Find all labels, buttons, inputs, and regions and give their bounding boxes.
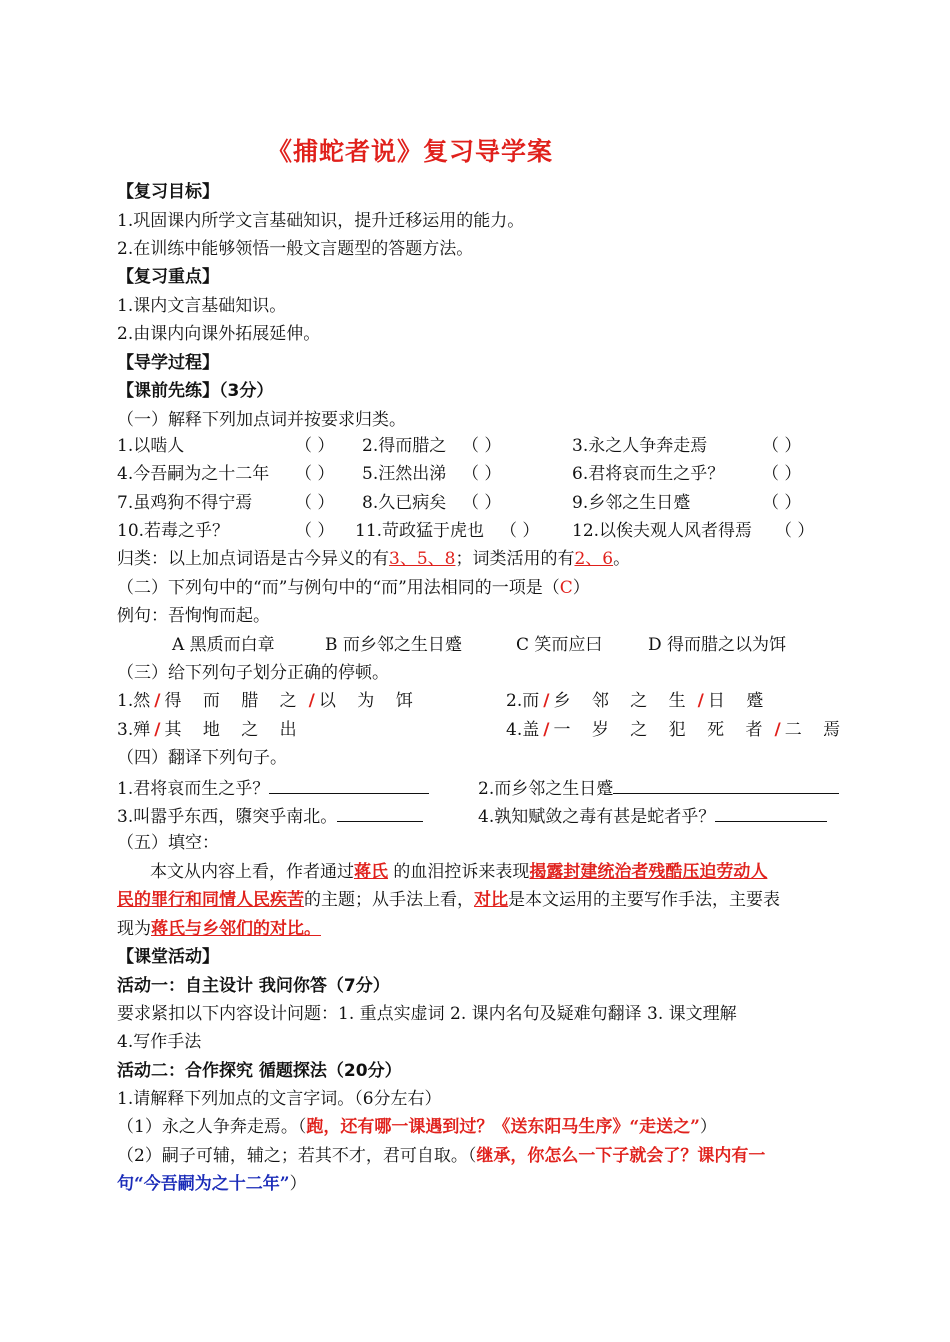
teacher-note: 跑，还有哪一课遇到过？《送东阳马生序》“走送之” (306, 1117, 700, 1137)
classify-line (117, 547, 630, 571)
word-item-10: 10.若毒之乎？ (117, 521, 230, 541)
item-close: ） (289, 1174, 307, 1194)
activity2-heading: 活动二：合作探究 循题探法（20分） (117, 1061, 402, 1081)
activity2-question: 1.请解释下列加点的文言字词。（6分左右） (117, 1089, 442, 1109)
key-item-2: 2.由课内向课外拓展延伸。 (117, 324, 321, 344)
class-activity-heading: 【课堂活动】 (117, 947, 219, 967)
pause-seg: 4.盖 (506, 720, 540, 740)
answer-paren: （ ） (295, 493, 335, 513)
pause-seg: 日 蹙 (707, 691, 772, 711)
answer-paren: （ ） (462, 436, 502, 456)
key-item-1: 1.课内文言基础知识。 (117, 296, 287, 316)
word-item-12: 12.以俟夫观人风者得焉 (572, 521, 753, 541)
pause-seg: 2.而 (506, 691, 540, 711)
part2-instruction: （二）下列句中的“而”与例句中的“而”用法相同的一项是（ (117, 578, 560, 598)
activity1-heading: 活动一：自主设计 我问你答（7分） (117, 976, 390, 996)
activity2-item-1 (117, 1115, 717, 1139)
pause-seg: 得 而 腊 之 (164, 691, 305, 711)
fill-answer: 民的罪行和同情人民疾苦 (117, 890, 304, 910)
part1-instruction: （一）解释下列加点词并按要求归类。 (117, 410, 406, 430)
fill-text: 的主题；从手法上看， (304, 890, 474, 910)
pause-slash: / (543, 720, 550, 740)
fill-text: 现为 (117, 919, 151, 939)
pause-seg: 3.殚 (117, 720, 151, 740)
answer-blank[interactable] (715, 803, 827, 822)
activity1-requirements: 要求紧扣以下内容设计问题：1. 重点实虚词 2. 课内名句及疑难句翻译 3. 课文理解 (117, 1004, 737, 1024)
pause-seg: 二 焉 (784, 720, 849, 740)
word-item-1: 1.以啮人 (117, 436, 185, 456)
translate-text: 1.君将哀而生之乎？ (117, 779, 270, 799)
option-a: A 黑质而白章 (172, 635, 275, 655)
translate-item-4 (478, 803, 827, 829)
fill-text: 是本文运用的主要写作手法，主要表 (508, 890, 780, 910)
answer-paren: （ ） (500, 521, 540, 541)
keys-heading: 【复习重点】 (117, 267, 219, 287)
classify-answer-archaic: 3、5、8 (389, 549, 456, 569)
fill-answer: 蒋氏与乡邻们的对比。 (151, 919, 321, 939)
part3-instruction: （三）给下列句子划分正确的停顿。 (117, 663, 389, 683)
teacher-note: 句“今吾嗣为之十二年” (117, 1174, 290, 1194)
fill-answer: 对比 (474, 890, 508, 910)
part5-line-2 (117, 888, 780, 912)
word-item-7: 7.虽鸡狗不得宁焉 (117, 493, 253, 513)
classify-end: 。 (613, 549, 631, 569)
answer-paren: （ ） (295, 464, 335, 484)
answer-blank[interactable] (337, 803, 423, 822)
translate-item-3 (117, 803, 423, 829)
translate-text: 3.叫嚣乎东西，隳突乎南北。 (117, 807, 338, 827)
fill-answer: 揭露封建统治者残酷压迫劳动人 (529, 862, 768, 882)
word-item-4: 4.今吾嗣为之十二年 (117, 464, 270, 484)
answer-blank[interactable] (613, 775, 839, 794)
answer-paren: （ ） (462, 493, 502, 513)
fill-answer: 蒋氏 (354, 862, 388, 882)
word-item-5: 5.汪然出涕 (362, 464, 447, 484)
word-item-2: 2.得而腊之 (362, 436, 447, 456)
goal-item-2: 2.在训练中能够领悟一般文言题型的答题方法。 (117, 239, 474, 259)
answer-paren: （ ） (295, 521, 335, 541)
part2-line (117, 576, 590, 600)
option-c: C 笑而应曰 (516, 635, 603, 655)
pause-slash: / (308, 691, 315, 711)
pause-sentence-2 (506, 689, 771, 713)
classify-prefix: 归类：以上加点词语是古今异义的有 (117, 549, 389, 569)
activity1-requirements-cont: 4.写作手法 (117, 1032, 202, 1052)
translate-item-1 (117, 775, 429, 801)
part2-answer: C (559, 578, 573, 598)
pause-slash: / (697, 691, 704, 711)
answer-paren: （ ） (295, 436, 335, 456)
part2-close: ） (572, 578, 590, 598)
pre-practice-line (117, 379, 273, 403)
pause-slash: / (154, 691, 161, 711)
answer-paren: （ ） (775, 521, 815, 541)
fill-text: 本文从内容上看，作者通过 (150, 862, 354, 882)
part2-example: 例句：吾恂恂而起。 (117, 606, 270, 626)
translate-item-2 (478, 775, 839, 801)
option-b: B 而乡邻之生日蹙 (325, 635, 462, 655)
classify-answer-shift: 2、6 (574, 549, 614, 569)
pause-seg: 其 地 之 出 (164, 720, 305, 740)
item-text: （2）嗣子可辅，辅之；若其不才，君可自取。（ (117, 1146, 477, 1166)
pause-seg: 1.然 (117, 691, 151, 711)
teacher-note: 继承，你怎么一下子就会了？课内有一 (476, 1146, 766, 1166)
activity2-item-2 (117, 1144, 765, 1168)
pause-seg: 以 为 饵 (318, 691, 421, 711)
pre-practice-score: （3分） (219, 381, 274, 401)
part5-line-3 (117, 917, 321, 941)
item-close: ） (699, 1117, 717, 1137)
answer-paren: （ ） (762, 436, 802, 456)
pause-seg: 乡 邻 之 生 (553, 691, 694, 711)
item-text: （1）永之人争奔走焉。（ (117, 1117, 307, 1137)
pause-slash: / (154, 720, 161, 740)
word-item-3: 3.永之人争奔走焉 (572, 436, 708, 456)
word-item-11: 11.苛政猛于虎也 (355, 521, 485, 541)
translate-text: 2.而乡邻之生日蹙 (478, 779, 614, 799)
pause-seg: 一 岁 之 犯 死 者 (553, 720, 771, 740)
classify-mid: ；词类活用的有 (455, 549, 575, 569)
pre-practice-heading: 【课前先练】 (117, 381, 219, 401)
word-item-8: 8.久已病矣 (362, 493, 447, 513)
pause-sentence-3 (117, 718, 305, 742)
fill-text: 的血泪控诉来表现 (388, 862, 530, 882)
translate-text: 4.孰知赋敛之毒有甚是蛇者乎？ (478, 807, 716, 827)
answer-paren: （ ） (762, 493, 802, 513)
part4-instruction: （四）翻译下列句子。 (117, 748, 287, 768)
goal-item-1: 1.巩固课内所学文言基础知识，提升迁移运用的能力。 (117, 211, 525, 231)
page-title: 《捕蛇者说》复习导学案 (266, 137, 553, 166)
activity2-item-2-cont (117, 1172, 307, 1196)
word-item-9: 9.乡邻之生日蹙 (572, 493, 691, 513)
process-heading: 【导学过程】 (117, 353, 219, 373)
pause-slash: / (543, 691, 550, 711)
pause-sentence-4 (506, 718, 848, 742)
option-d: D 得而腊之以为饵 (648, 635, 787, 655)
goals-heading: 【复习目标】 (117, 182, 219, 202)
answer-blank[interactable] (269, 775, 429, 794)
word-item-6: 6.君将哀而生之乎？ (572, 464, 725, 484)
answer-paren: （ ） (762, 464, 802, 484)
pause-slash: / (774, 720, 781, 740)
answer-paren: （ ） (462, 464, 502, 484)
part5-instruction: （五）填空： (117, 833, 219, 853)
pause-sentence-1 (117, 689, 421, 713)
part5-line-1 (150, 860, 767, 884)
